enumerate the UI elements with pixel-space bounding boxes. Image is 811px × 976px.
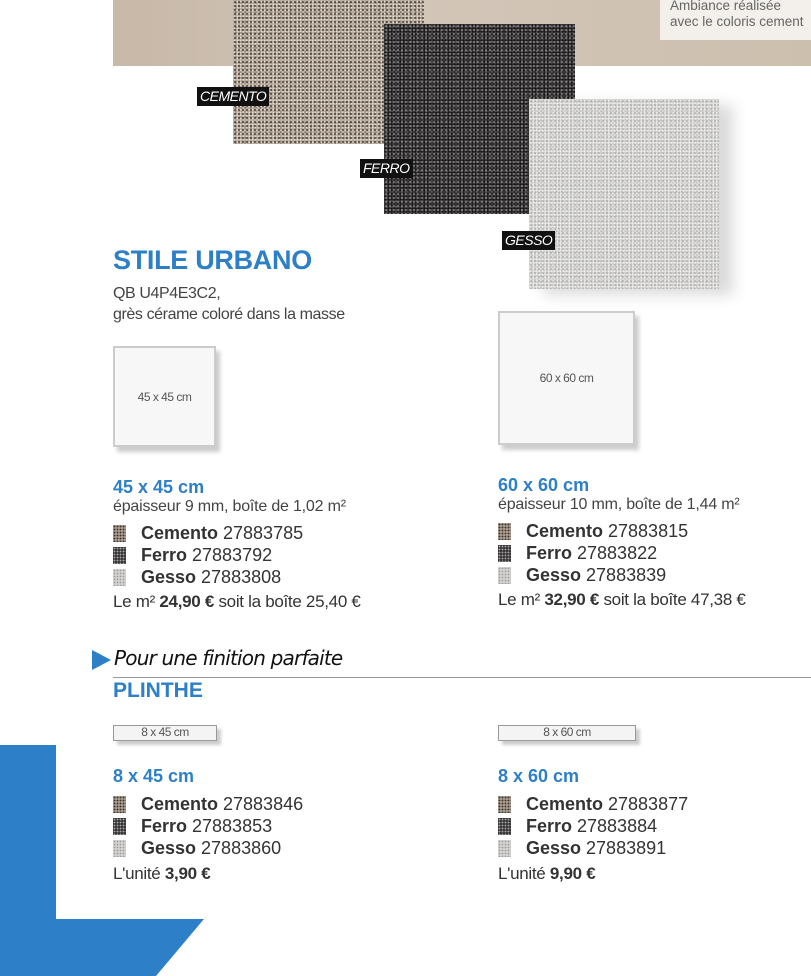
format-heading: 60 x 60 cm (498, 475, 590, 495)
format-box-45: 45 x 45 cm (113, 346, 216, 447)
product-title: STILE URBANO (113, 245, 312, 275)
format-desc: épaisseur 9 mm, boîte de 1,02 m² (113, 498, 346, 515)
finish-label: Pour une finition parfaite (92, 646, 342, 670)
plinthe-box-60: 8 x 60 cm (498, 725, 636, 741)
list-item: Cemento 27883785 (113, 522, 361, 544)
list-item: Cemento 27883846 (113, 793, 303, 815)
list-item: Gesso 27883860 (113, 837, 303, 859)
list-item: Ferro 27883853 (113, 815, 303, 837)
price: L'unité 9,90 € (498, 864, 596, 883)
caption-line: avec le coloris cement (670, 14, 804, 29)
list-item: Cemento 27883877 (498, 793, 688, 815)
tag-cemento: CEMENTO (197, 87, 269, 106)
format-desc: épaisseur 10 mm, boîte de 1,44 m² (498, 496, 740, 513)
list-item: Gesso 27883839 (498, 564, 746, 586)
format-heading: 45 x 45 cm (113, 477, 205, 497)
price: Le m² 32,90 € soit la boîte 47,38 € (498, 590, 746, 609)
list-item: Gesso 27883891 (498, 837, 688, 859)
list-item: Cemento 27883815 (498, 520, 746, 542)
list-item: Ferro 27883822 (498, 542, 746, 564)
plinthe-heading: 8 x 45 cm (113, 766, 195, 786)
list-item: Ferro 27883884 (498, 815, 688, 837)
price: L'unité 3,90 € (113, 864, 211, 883)
product-material: grès cérame coloré dans la masse (113, 306, 345, 323)
tag-ferro: FERRO (360, 159, 413, 178)
tag-gesso: GESSO (502, 231, 555, 250)
price: Le m² 24,90 € soit la boîte 25,40 € (113, 592, 361, 611)
plinthe-title: PLINTHE (113, 679, 203, 702)
list-item: Gesso 27883808 (113, 566, 361, 588)
caption-line: Ambiance réalisée (670, 0, 782, 13)
plinthe-heading: 8 x 60 cm (498, 766, 580, 786)
format-box-60: 60 x 60 cm (498, 311, 635, 445)
list-item: Ferro 27883792 (113, 544, 361, 566)
product-ref: QB U4P4E3C2, (113, 285, 221, 302)
plinthe-box-45: 8 x 45 cm (113, 725, 217, 741)
